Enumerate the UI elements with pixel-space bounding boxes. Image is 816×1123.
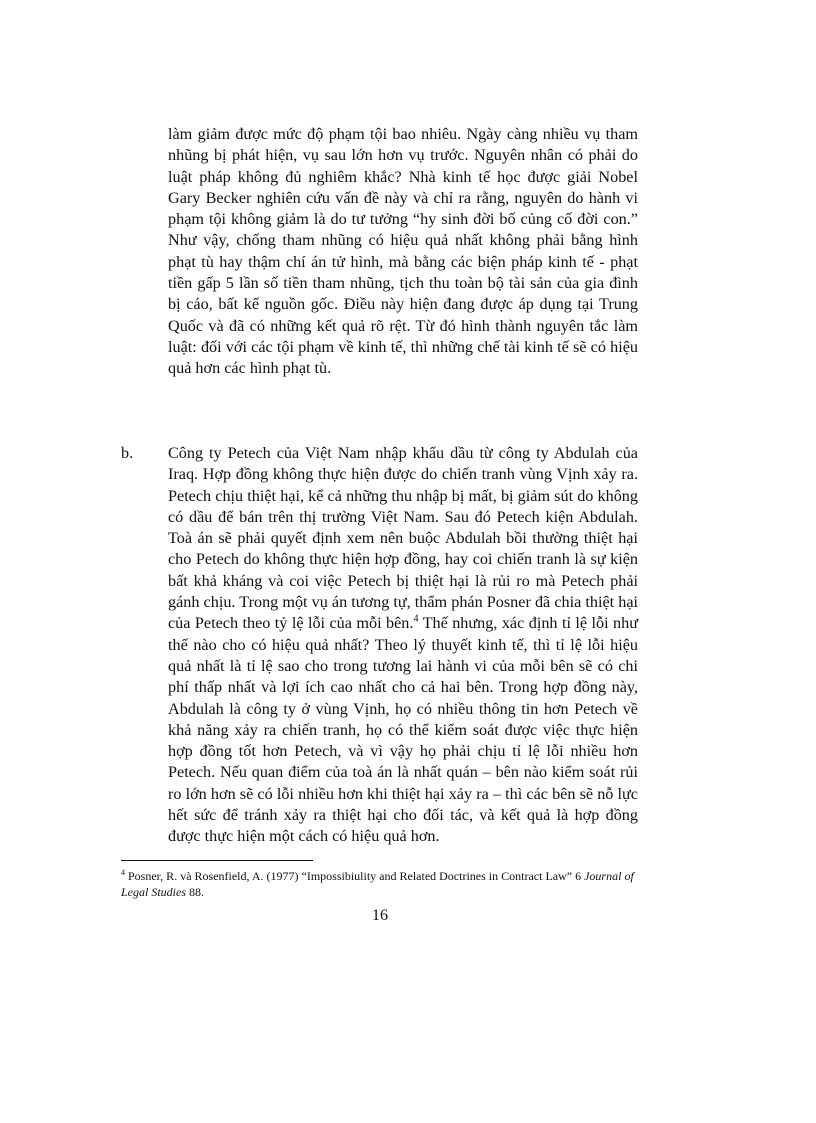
- footnote-number: 4: [121, 868, 125, 877]
- footnote: [121, 868, 641, 900]
- paragraph-b-text-2: Thế nhưng, xác định tỉ lệ lỗi như thế nào cho có hiệu quả nhất? Theo lý thuyết kinh tế, thì tỉ lệ lỗi hiệu quả nhất là tỉ lệ sao cho trong tương lai hành vi của mỗi bên sẽ có chi phí thấp nhất và lợi ích cao nhất cho cả hai bên. Trong hợp đồng này, Abdulah là công ty ở vùng Vịnh, họ có nhiều thông tin hơn Petech về khả năng xảy ra chiến tranh, họ có thể kiểm soát được việc thực hiện hợp đồng tốt hơn Petech, và vì vậy họ phải chịu tỉ lệ lỗi nhiều hơn Petech. Nếu quan điểm của toà án là nhất quán – bên nào kiểm soát rủi ro lớn hơn sẽ có lỗi nhiều hơn khi thiệt hại xảy ra – thì các bên sẽ nỗ lực hết sức để tránh xảy ra thiệt hại cho đối tác, và kết quả là hợp đồng được thực hiện một cách có hiệu quả hơn.: [168, 614, 638, 846]
- list-marker-b: b.: [121, 444, 134, 462]
- paragraph-b-text-1: Công ty Petech của Việt Nam nhập khẩu dầu từ công ty Abdulah của Iraq. Hợp đồng không thực hiện được do chiến tranh vùng Vịnh xảy ra. Petech chịu thiệt hại, kể cả những thu nhập bị mất, bị giảm sút do không có dầu để bán trên thị trường Việt Nam. Sau đó Petech kiện Abdulah. Toà án sẽ phải quyết định xem nên buộc Abdulah bồi thường thiệt hại cho Petech do không thực hiện hợp đồng, hay coi chiến tranh là sự kiện bất khả kháng và coi việc Petech bị thiệt hại là rủi ro mà Petech phải gánh chịu. Trong một vụ án tương tự, thẩm phán Posner đã chia thiệt hại của Petech theo tỷ lệ lỗi của mỗi bên.: [168, 444, 638, 633]
- footnote-divider: [121, 860, 313, 861]
- footnote-reference[interactable]: 4: [413, 613, 419, 625]
- footnote-journal: Journal of Legal Studies: [121, 869, 634, 899]
- paragraph-b: [168, 443, 638, 848]
- paragraph-a: làm giảm được mức độ phạm tội bao nhiêu. Ngày càng nhiều vụ tham nhũng bị phát hiện, vụ sau lớn hơn vụ trước. Nguyên nhân có phải do luật pháp không đủ nghiêm khắc? Nhà kinh tế học được giải Nobel Gary Becker nghiên cứu vấn đề này và chỉ ra rằng, nguyên do hành vi phạm tội không giảm là do tư tưởng “hy sinh đời bố củng cố đời con.” Như vậy, chống tham nhũng có hiệu quả nhất không phải bằng hình phạt tù hay thậm chí án tử hình, mà bằng các biện pháp kinh tế - phạt tiền gấp 5 lần số tiền tham nhũng, tịch thu toàn bộ tài sản của gia đình bị cáo, bất kể nguồn gốc. Điều này hiện đang được áp dụng tại Trung Quốc và đã có những kết quả rõ rệt. Từ đó hình thành nguyên tắc làm luật: đối với các tội phạm về kinh tế, thì những chế tài kinh tế sẽ có hiệu quả hơn các hình phạt tù.: [168, 125, 638, 378]
- page-number: 16: [371, 906, 389, 924]
- footnote-citation: Posner, R. và Rosenfield, A. (1977) “Impossibiulity and Related Doctrines in Contract Law” 6: [125, 869, 585, 883]
- footnote-page: 88.: [186, 885, 204, 899]
